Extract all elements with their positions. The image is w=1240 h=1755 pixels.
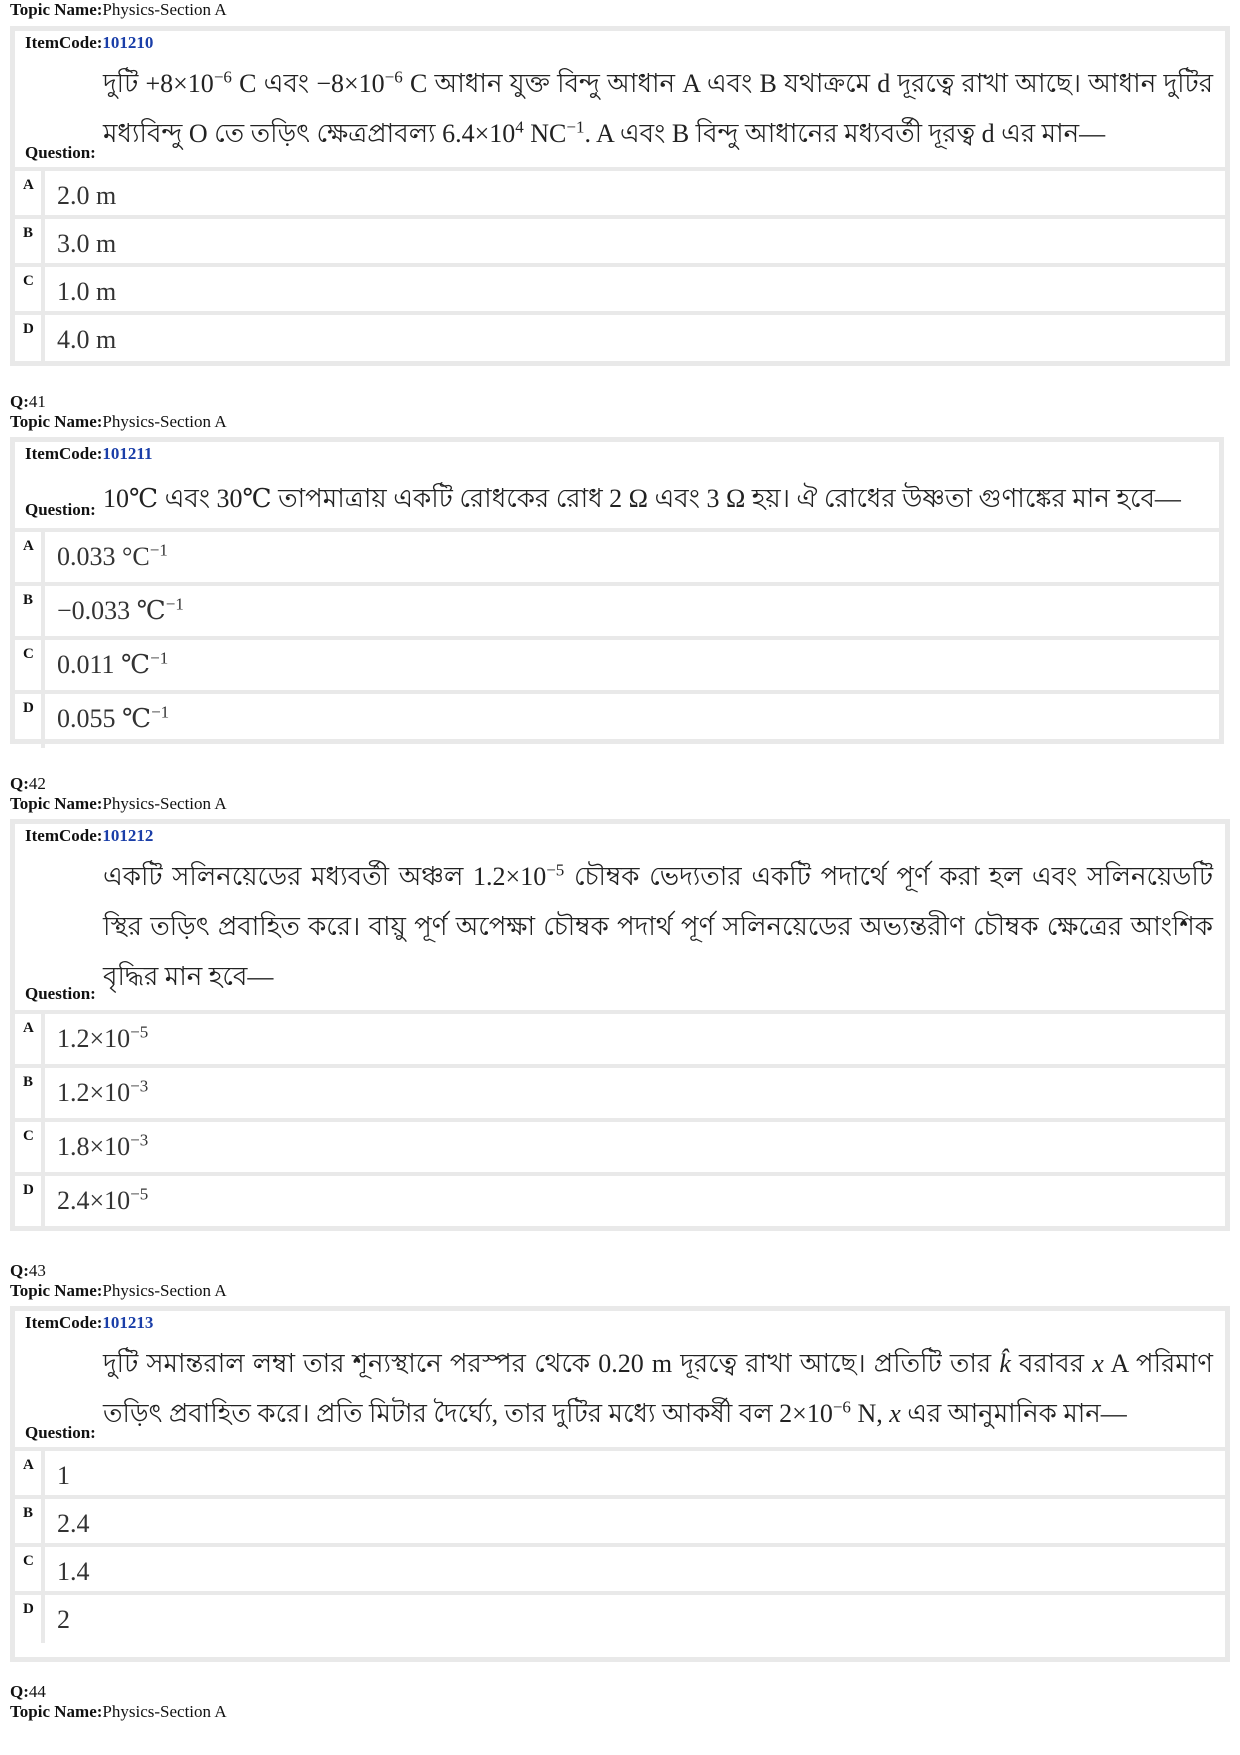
question-label: Question: (25, 500, 96, 519)
option-sup: −1 (149, 540, 168, 560)
q43-sup: −6 (832, 1397, 851, 1417)
q44-header (10, 1682, 227, 1722)
option-value-text: 1.2×10 (57, 1078, 131, 1107)
option-letter: C (15, 640, 45, 690)
option-letter: A (15, 171, 45, 215)
q42-options (15, 1010, 1225, 1230)
option-d[interactable] (15, 694, 1219, 748)
option-d[interactable] (15, 1176, 1225, 1230)
option-value (57, 1078, 148, 1108)
q42-sup: −5 (546, 860, 565, 880)
option-letter: D (15, 1176, 45, 1230)
q40-text-part: C এবং −8×10 (231, 69, 385, 98)
option-a[interactable] (15, 171, 1225, 219)
option-c[interactable] (15, 267, 1225, 315)
question-label: Question: (25, 984, 96, 1003)
q43-itemcode (25, 1313, 153, 1333)
option-value (57, 1132, 148, 1162)
option-letter: D (15, 694, 45, 748)
option-letter: B (15, 1499, 45, 1543)
option-value: 1.0 m (57, 277, 117, 306)
itemcode-label: ItemCode: (25, 1313, 103, 1332)
option-value (57, 542, 168, 572)
option-value: 2.4 (57, 1509, 90, 1538)
q43-options (15, 1447, 1225, 1643)
q42-card (10, 819, 1230, 1231)
q43-card (10, 1306, 1230, 1662)
q40-sup: −6 (213, 67, 232, 87)
question-label: Question: (25, 143, 96, 162)
option-b[interactable] (15, 219, 1225, 267)
option-sup: −1 (151, 702, 170, 722)
option-letter: C (15, 1122, 45, 1172)
option-letter: B (15, 586, 45, 636)
q40-sup: −6 (384, 67, 403, 87)
question-number: 41 (28, 392, 46, 411)
itemcode-value: 101211 (102, 444, 153, 463)
option-letter: B (15, 219, 45, 263)
itemcode-value: 101212 (102, 826, 154, 845)
q41-card (10, 437, 1224, 744)
topic-value: Physics-Section A (102, 794, 227, 813)
option-a[interactable] (15, 1014, 1225, 1068)
option-value-text: −0.033 ℃ (57, 596, 166, 625)
option-value: 3.0 m (57, 229, 117, 258)
q43-text-part: A পরিমাণ তড়িৎ প্রবাহিত করে। প্রতি মিটার দৈর্ঘ্যে, তার দুটির মধ্যে আকর্ষী বল 2×10 (103, 1349, 1214, 1428)
q-prefix: Q: (10, 1682, 29, 1701)
topic-value: Physics-Section A (102, 412, 227, 431)
q40-text-part: NC (523, 119, 567, 148)
option-letter: B (15, 1068, 45, 1118)
option-letter: D (15, 1595, 45, 1643)
q43-text-part: এর আনুমানিক মান— (900, 1399, 1127, 1428)
option-a[interactable] (15, 1451, 1225, 1499)
option-value-text: 1.2×10 (57, 1024, 131, 1053)
itemcode-value: 101210 (102, 33, 154, 52)
option-value (57, 1186, 148, 1216)
option-value: 2.0 m (57, 181, 117, 210)
option-sup: −1 (165, 594, 184, 614)
question-label: Question: (25, 1423, 96, 1442)
q-prefix: Q: (10, 774, 29, 793)
topic-label: Topic Name: (10, 0, 103, 19)
q40-itemcode (25, 33, 153, 53)
option-value: 4.0 m (57, 325, 117, 354)
option-value-text: 0.033 °C (57, 542, 150, 571)
option-sup: −1 (150, 648, 169, 668)
option-b[interactable] (15, 586, 1219, 640)
option-b[interactable] (15, 1499, 1225, 1547)
option-sup: −5 (130, 1022, 149, 1042)
q41-question-text: 10℃ এবং 30℃ তাপমাত্রায় একটি রোধকের রোধ 2 Ω এবং 3 Ω হয়। ঐ রোধের উষ্ণতা গুণাঙ্কের মান হবে— (103, 484, 1181, 513)
option-value-text: 0.055 ℃ (57, 704, 152, 733)
q-prefix: Q: (10, 392, 29, 411)
option-c[interactable] (15, 640, 1219, 694)
variable-x: x (1092, 1349, 1104, 1378)
option-value: 2 (57, 1605, 70, 1634)
itemcode-value: 101213 (102, 1313, 154, 1332)
q42-text-part: একটি সলিনয়েডের মধ্যবর্তী অঞ্চল 1.2×10 (103, 862, 547, 891)
option-letter: A (15, 1014, 45, 1064)
option-letter: C (15, 267, 45, 311)
q43-text-part: দুটি সমান্তরাল লম্বা তার শূন্যস্থানে পরস্পর থেকে 0.20 m দূরত্বে রাখা আছে। প্রতিটি তার (103, 1349, 1000, 1378)
option-value-text: 2.4×10 (57, 1186, 131, 1215)
option-value (57, 1024, 148, 1054)
option-b[interactable] (15, 1068, 1225, 1122)
option-value-text: 0.011 ℃ (57, 650, 151, 679)
topic-value: Physics-Section A (102, 1281, 227, 1300)
question-number: 44 (28, 1682, 46, 1701)
option-value-text: 1.8×10 (57, 1132, 131, 1161)
option-c[interactable] (15, 1547, 1225, 1595)
topic-label: Topic Name: (10, 794, 103, 813)
q42-itemcode (25, 826, 153, 846)
option-letter: A (15, 1451, 45, 1495)
q40-text-part: C আধান যুক্ত বিন্দু আধান A এবং B যথাক্রমে d দূরত্বে রাখা আছে। আধান দুটির মধ্যবিন্দু O তে তড়িৎ ক্ষেত্রপ্রাবল্য 6.4×10 (103, 69, 1214, 148)
unit-vector-k: k̂ (999, 1349, 1011, 1378)
topic-value: Physics-Section A (102, 1702, 227, 1721)
q40-sup: −1 (566, 117, 585, 137)
option-d[interactable] (15, 315, 1225, 363)
q41-options (15, 528, 1219, 748)
option-d[interactable] (15, 1595, 1225, 1643)
option-letter: C (15, 1547, 45, 1591)
itemcode-label: ItemCode: (25, 33, 103, 52)
q-prefix: Q: (10, 1261, 29, 1280)
question-number: 42 (28, 774, 46, 793)
option-letter: D (15, 315, 45, 363)
option-value (57, 596, 184, 626)
q42-header (10, 774, 227, 814)
question-number: 43 (28, 1261, 46, 1280)
topic-label: Topic Name: (10, 412, 103, 431)
option-sup: −3 (130, 1076, 149, 1096)
q40-topic (10, 0, 227, 20)
variable-x: x (889, 1399, 901, 1428)
q42-question-text (103, 852, 1213, 1002)
topic-label: Topic Name: (10, 1702, 103, 1721)
option-a[interactable] (15, 532, 1219, 586)
q41-itemcode (25, 444, 152, 464)
q43-header (10, 1261, 227, 1301)
option-c[interactable] (15, 1122, 1225, 1176)
q41-header (10, 392, 227, 432)
q40-card (10, 26, 1230, 366)
q43-question-text (103, 1339, 1213, 1439)
option-sup: −3 (130, 1130, 149, 1150)
q40-sup: 4 (515, 117, 524, 137)
option-letter: A (15, 532, 45, 582)
q40-question-text (103, 59, 1213, 159)
option-value: 1 (57, 1461, 70, 1490)
q40-options (15, 167, 1225, 363)
q43-text-part: N, (850, 1399, 890, 1428)
q43-text-part: বরাবর (1010, 1349, 1093, 1378)
itemcode-label: ItemCode: (25, 444, 103, 463)
option-value (57, 650, 168, 680)
option-sup: −5 (130, 1184, 149, 1204)
topic-value: Physics-Section A (102, 0, 227, 19)
topic-label: Topic Name: (10, 1281, 103, 1300)
q40-text-part: . A এবং B বিন্দু আধানের মধ্যবর্তী দূরত্ব d এর মান— (584, 119, 1106, 148)
option-value (57, 704, 169, 734)
option-value: 1.4 (57, 1557, 90, 1586)
q40-text-part: দুটি +8×10 (103, 69, 214, 98)
q42-text-part: চৌম্বক ভেদ্যতার একটি পদার্থে পূর্ণ করা হল এবং সলিনয়েডটি স্থির তড়িৎ প্রবাহিত করে। বায়ু পূর্ণ অপেক্ষা চৌম্বক পদার্থ পূর্ণ সলিনয়েডের অভ্যন্তরীণ চৌম্বক ক্ষেত্রের আংশিক বৃদ্ধির মান হবে— (103, 862, 1214, 991)
itemcode-label: ItemCode: (25, 826, 103, 845)
